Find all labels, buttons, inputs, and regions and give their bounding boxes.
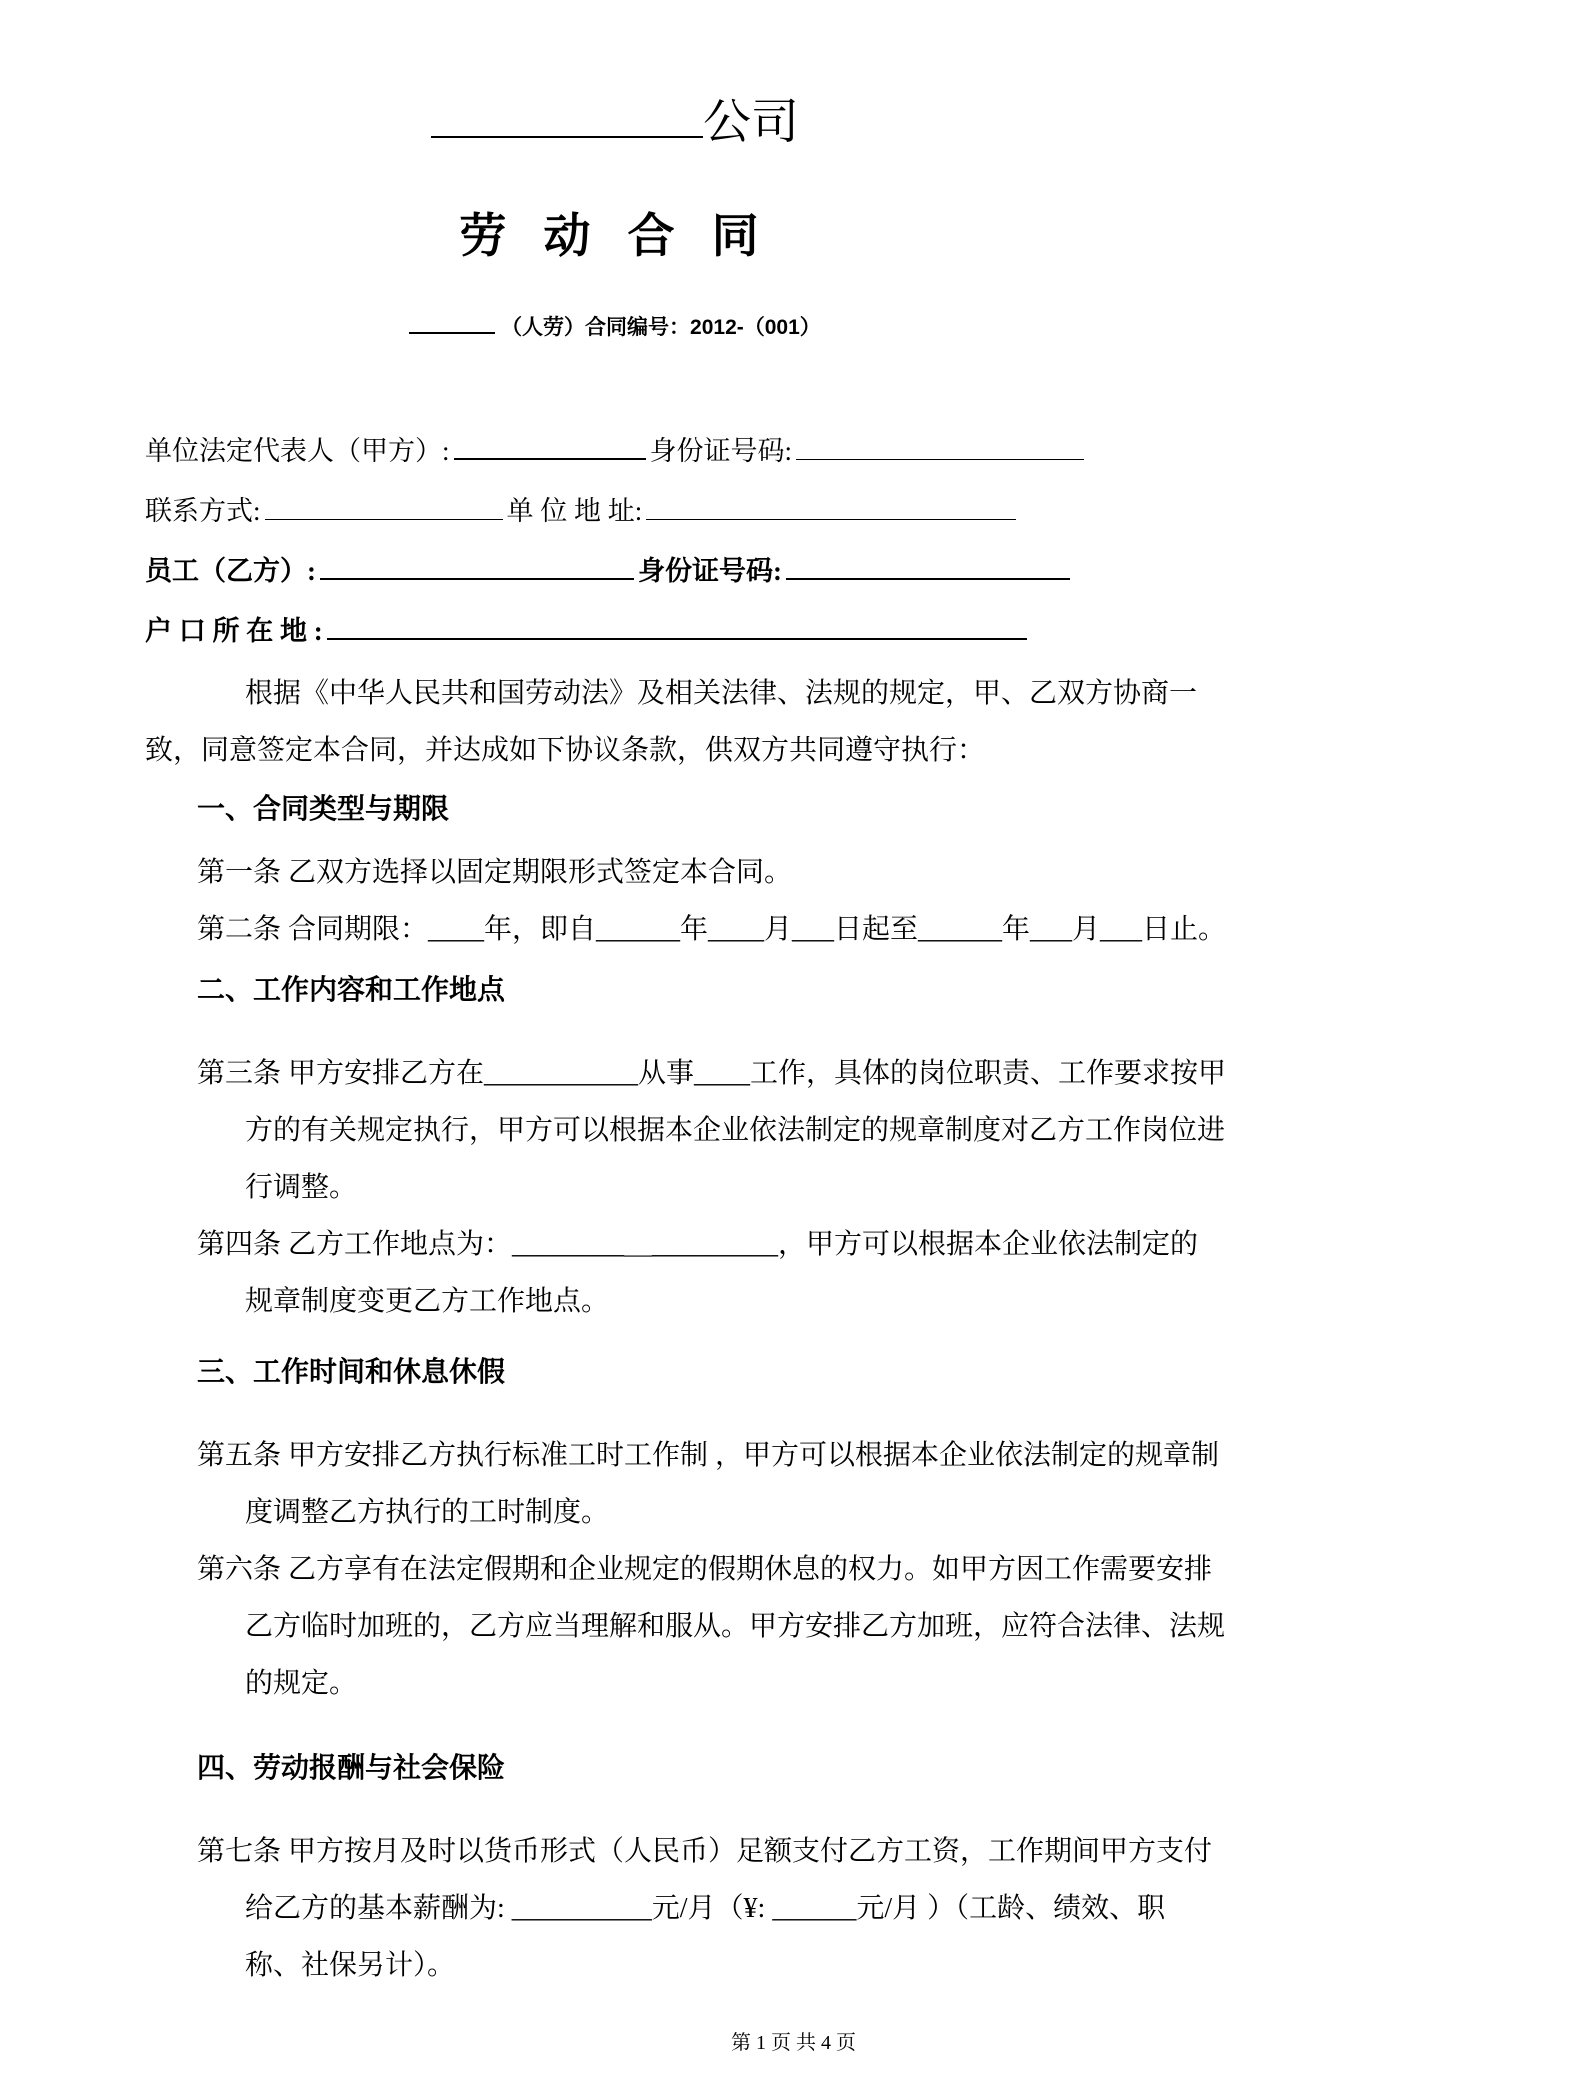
contract-content xyxy=(145,86,1227,1994)
section-heading-1: 一、合同类型与期限 xyxy=(197,794,450,825)
clause-3-line-1: 第三条 甲方安排乙方在___________从事____工作，具体的岗位职责、工作要求按甲 xyxy=(197,1058,1227,1089)
section-heading-4: 四、劳动报酬与社会保险 xyxy=(197,1753,506,1784)
legal-representative-label: 单位法定代表人（甲方）: xyxy=(145,436,450,466)
intro-line-1: 根据《中华人民共和国劳动法》及相关法律、法规的规定，甲、乙双方协商一 xyxy=(245,678,1198,709)
clause-7-line-1: 第七条 甲方按月及时以货币形式（人民币）足额支付乙方工资，工作期间甲方支付 xyxy=(197,1836,1213,1867)
company-name-blank[interactable] xyxy=(431,86,703,138)
clause-6-line-1: 第六条 乙方享有在法定假期和企业规定的假期休息的权力。如甲方因工作需要安排 xyxy=(197,1554,1213,1585)
form-row-legal-representative xyxy=(145,421,1085,481)
clause-3-line-2: 方的有关规定执行，甲方可以根据本企业依法制定的规章制度对乙方工作岗位进 xyxy=(245,1115,1226,1146)
clause-5-line-1: 第五条 甲方安排乙方执行标准工时工作制 ，甲方可以根据本企业依法制定的规章制 xyxy=(197,1440,1220,1471)
employer-address-blank[interactable] xyxy=(646,490,1016,520)
employee-name-blank[interactable] xyxy=(320,550,634,580)
employee-id-blank[interactable] xyxy=(786,550,1070,580)
legal-representative-blank[interactable] xyxy=(454,430,646,460)
form-row-residence xyxy=(145,601,1085,661)
employee-id-label: 身份证号码: xyxy=(638,556,782,586)
clause-4-line-1: 第四条 乙方工作地点为：________＿_________，甲方可以根据本企业依法制定的 xyxy=(197,1229,1199,1260)
page-footer: 第 1 页 共 4 页 xyxy=(731,2032,856,2054)
document-title: 劳 动 合 同 xyxy=(459,209,771,262)
employee-label: 员工（乙方）: xyxy=(145,556,316,586)
section-heading-3: 三、工作时间和休息休假 xyxy=(197,1357,506,1388)
clause-6-line-2: 乙方临时加班的，乙方应当理解和服从。甲方安排乙方加班，应符合法律、法规 xyxy=(245,1611,1226,1642)
form-row-employee xyxy=(145,541,1085,601)
contract-number-line xyxy=(145,312,1085,343)
clause-6-line-3: 的规定。 xyxy=(245,1668,358,1699)
section-heading-2: 二、工作内容和工作地点 xyxy=(197,975,506,1006)
intro-line-2: 致，同意签定本合同，并达成如下协议条款，供双方共同遵守执行： xyxy=(145,735,986,766)
clause-7-line-2: 给乙方的基本薪酬为: __________元/月（¥: ______元/月 ）（工龄、绩效、职 xyxy=(245,1893,1166,1924)
employer-id-label: 身份证号码: xyxy=(649,436,793,466)
contact-label: 联系方式: xyxy=(145,496,261,526)
clause-1-line-1: 第一条 乙双方选择以固定期限形式签定本合同。 xyxy=(197,857,793,888)
party-info-form xyxy=(145,421,1085,661)
clause-7-line-3: 称、社保另计）。 xyxy=(245,1950,456,1981)
clause-2-line-1: 第二条 合同期限：____年，即自______年____月___日起至______年___月___日止。 xyxy=(197,914,1227,945)
clause-3-line-3: 行调整。 xyxy=(245,1172,358,1203)
clause-5-line-2: 度调整乙方执行的工时制度。 xyxy=(245,1497,610,1528)
residence-label: 户 口 所 在 地 : xyxy=(145,616,323,646)
employer-id-blank[interactable] xyxy=(796,430,1084,460)
form-row-contact xyxy=(145,481,1085,541)
contract-body xyxy=(145,665,1227,1994)
contract-number-text: （人劳）合同编号：2012-（001） xyxy=(501,316,821,339)
residence-blank[interactable] xyxy=(327,610,1027,640)
contact-blank[interactable] xyxy=(265,490,503,520)
company-suffix: 公司 xyxy=(702,96,799,149)
company-title-line xyxy=(145,86,1085,156)
employer-address-label: 单 位 地 址: xyxy=(506,496,643,526)
contract-prefix-blank[interactable] xyxy=(409,312,495,334)
clause-4-line-2: 规章制度变更乙方工作地点。 xyxy=(245,1286,610,1317)
